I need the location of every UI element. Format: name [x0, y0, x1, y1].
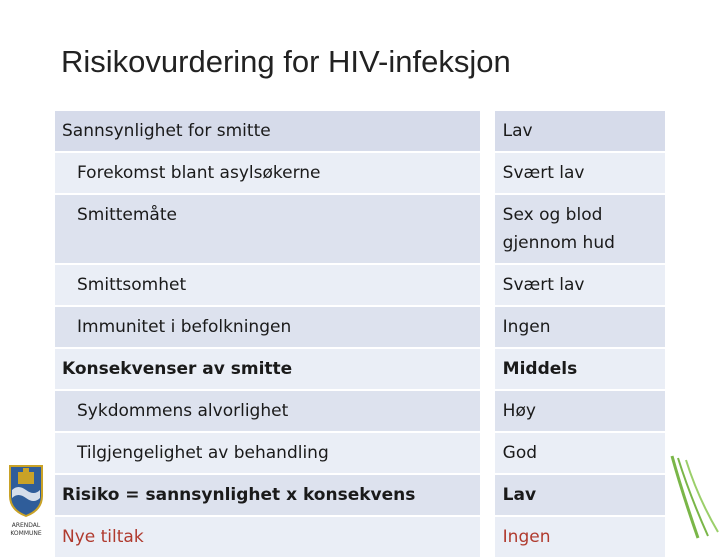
- row-label: Konsekvenser av smitte: [55, 349, 495, 389]
- row-label: Forekomst blant asylsøkerne: [55, 153, 495, 193]
- row-value: Svært lav: [495, 153, 665, 193]
- table-row: [55, 153, 665, 193]
- table-row: [55, 111, 665, 151]
- table-row: [55, 349, 665, 389]
- table-row: [55, 265, 665, 305]
- arendal-coat-of-arms-icon: [6, 460, 46, 538]
- row-label: Risiko = sannsynlighet x konsekvens: [55, 475, 495, 515]
- row-value: Sex og blod gjennom hud: [495, 195, 665, 263]
- row-value: God: [495, 433, 665, 473]
- logo-text-line2: KOMMUNE: [10, 530, 42, 537]
- row-value: Middels: [495, 349, 665, 389]
- logo-text-line1: ARENDAL: [11, 522, 41, 529]
- table-row: [55, 433, 665, 473]
- row-value: Svært lav: [495, 265, 665, 305]
- row-label: Tilgjengelighet av behandling: [55, 433, 495, 473]
- green-stroke-mark-icon: [668, 452, 720, 540]
- risk-assessment-table: [55, 109, 665, 559]
- table-row: [55, 195, 665, 263]
- row-value: Ingen: [495, 307, 665, 347]
- table-row: [55, 391, 665, 431]
- row-label: Immunitet i befolkningen: [55, 307, 495, 347]
- row-label: Nye tiltak: [55, 517, 495, 557]
- table-row: [55, 475, 665, 515]
- row-value: Høy: [495, 391, 665, 431]
- table-row: [55, 517, 665, 557]
- row-label: Sannsynlighet for smitte: [55, 111, 495, 151]
- table-row: [55, 307, 665, 347]
- row-value: Lav: [495, 111, 665, 151]
- row-label: Sykdommens alvorlighet: [55, 391, 495, 431]
- row-value: Lav: [495, 475, 665, 515]
- slide-title: Risikovurdering for HIV-infeksjon: [61, 44, 511, 79]
- row-value: Ingen: [495, 517, 665, 557]
- row-label: Smittsomhet: [55, 265, 495, 305]
- row-label: Smittemåte: [55, 195, 495, 263]
